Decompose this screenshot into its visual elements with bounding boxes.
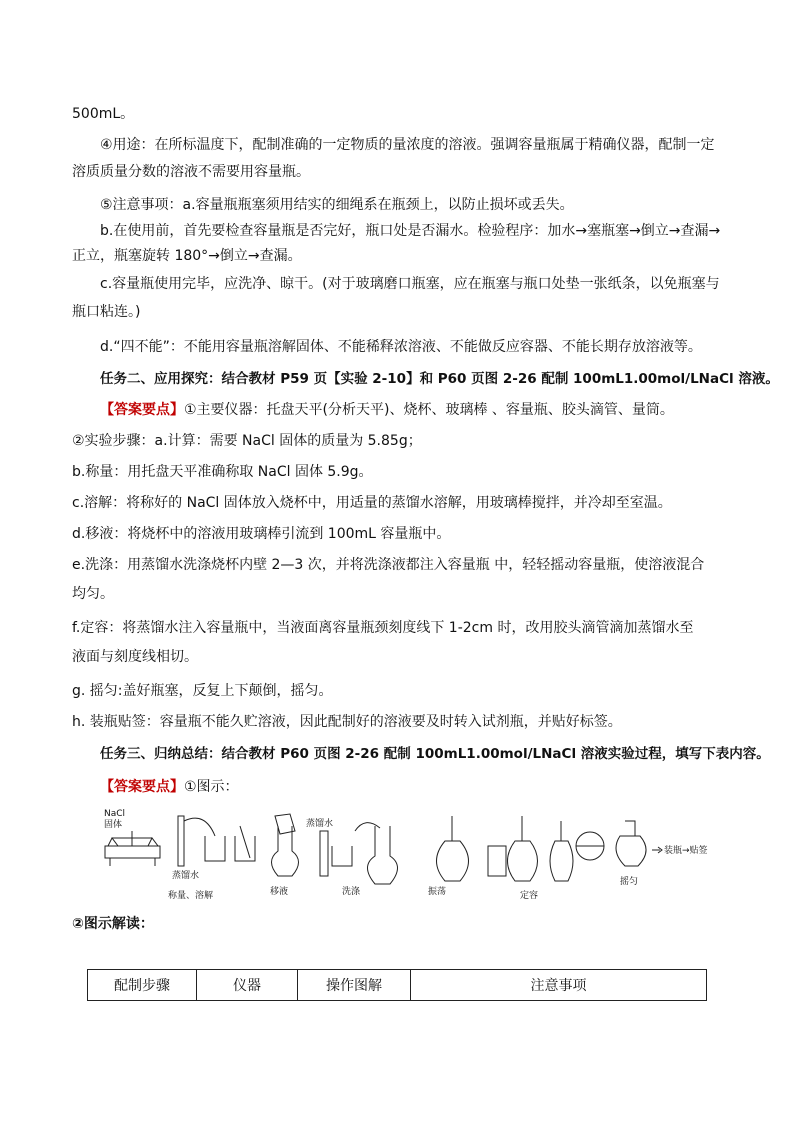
table-header-notes: 注意事项 <box>411 970 707 1001</box>
figure-step-volume: 定容 <box>520 891 539 901</box>
figure-step-weigh: 称量、溶解 <box>168 891 214 901</box>
figure-step-shake: 振荡 <box>428 887 447 897</box>
line-15: d.移液：将烧杯中的溶液用玻璃棒引流到 100mL 容量瓶中。 <box>72 526 451 542</box>
figure-water-label-1: 蒸馏水 <box>172 871 200 881</box>
answer-text: ①主要仪器：托盘天平(分析天平)、烧杯、玻璃棒 、容量瓶、胶头滴管、量筒。 <box>184 402 674 418</box>
answer-tag: 【答案要点】 <box>100 402 184 418</box>
figure-nacl-label: NaCl <box>104 809 126 819</box>
line-24: ②图示解读： <box>72 916 154 932</box>
line-5: b.在使用前，首先要检查容量瓶是否完好，瓶口处是否漏水。检验程序：加水→塞瓶塞→倒立→查漏→ <box>100 223 721 239</box>
line-18: f.定容：将蒸馏水注入容量瓶中，当液面离容量瓶颈刻度线下 1-2cm 时，改用胶头滴管滴加蒸馏水至 <box>72 620 694 636</box>
summary-table <box>87 969 707 1001</box>
answer-point-1 <box>100 400 674 420</box>
figure-step-wash: 洗涤 <box>342 887 361 897</box>
line-9: d.“四不能”：不能用容量瓶溶解固体、不能稀释浓溶液、不能做反应容器、不能长期存放溶液等。 <box>100 339 702 355</box>
answer-tag: 【答案要点】 <box>100 779 184 795</box>
procedure-figure <box>100 806 708 906</box>
line-6: 正立，瓶塞旋转 180°→倒立→查漏。 <box>72 248 302 264</box>
figure-solid-label: 固体 <box>104 820 123 830</box>
line-13: b.称量：用托盘天平准确称取 NaCl 固体 5.9g。 <box>72 464 373 480</box>
line-14: c.溶解：将称好的 NaCl 固体放入烧杯中，用适量的蒸馏水溶解，用玻璃棒搅拌，并冷却至室温。 <box>72 495 672 511</box>
figure-water-label-2: 蒸馏水 <box>306 819 334 829</box>
table-header-step: 配制步骤 <box>88 970 197 1001</box>
answer-text: ①图示： <box>184 779 239 795</box>
table-header-row <box>88 970 707 1001</box>
table-header-instrument: 仪器 <box>197 970 298 1001</box>
task-two-heading: 任务二、应用探究：结合教材 P59 页【实验 2-10】和 P60 页图 2-26 配制 100mL1.00mol/LNaCl 溶液。 <box>100 371 779 387</box>
line-20: g. 摇匀:盖好瓶塞，反复上下颠倒，摇匀。 <box>72 683 333 699</box>
line-8: 瓶口粘连。) <box>72 304 141 320</box>
line-3: 溶质质量分数的溶液不需要用容量瓶。 <box>72 164 310 180</box>
figure-step-mix: 摇匀 <box>620 877 639 887</box>
line-7: c.容量瓶使用完毕，应洗净、晾干。(对于玻璃磨口瓶塞，应在瓶塞与瓶口处垫一张纸条，以免瓶塞与 <box>100 276 720 292</box>
line-12: ②实验步骤：a.计算：需要 NaCl 固体的质量为 5.85g； <box>72 433 422 449</box>
line-1: 500mL。 <box>72 106 135 122</box>
line-19: 液面与刻度线相切。 <box>72 649 198 665</box>
line-21: h. 装瓶贴签：容量瓶不能久贮溶液，因此配制好的溶液要及时转入试剂瓶，并贴好标签。 <box>72 714 622 730</box>
line-17: 均匀。 <box>72 586 114 602</box>
line-4: ⑤注意事项：a.容量瓶瓶塞须用结实的细绳系在瓶颈上，以防止损坏或丢失。 <box>100 197 574 213</box>
answer-point-2 <box>100 777 239 797</box>
line-2: ④用途：在所标温度下，配制准确的一定物质的量浓度的溶液。强调容量瓶属于精确仪器，配制一定 <box>100 137 715 153</box>
line-16: e.洗涤：用蒸馏水洗涤烧杯内壁 2—3 次，并将洗涤液都注入容量瓶 中，轻轻摇动容量瓶，使溶液混合 <box>72 557 705 573</box>
figure-step-transfer: 移液 <box>270 887 289 897</box>
table-header-illustration: 操作图解 <box>298 970 411 1001</box>
task-three-heading: 任务三、归纳总结：结合教材 P60 页图 2-26 配制 100mL1.00mol/LNaCl 溶液实验过程，填写下表内容。 <box>100 746 770 762</box>
figure-step-label: 装瓶→贴签 <box>664 846 708 856</box>
